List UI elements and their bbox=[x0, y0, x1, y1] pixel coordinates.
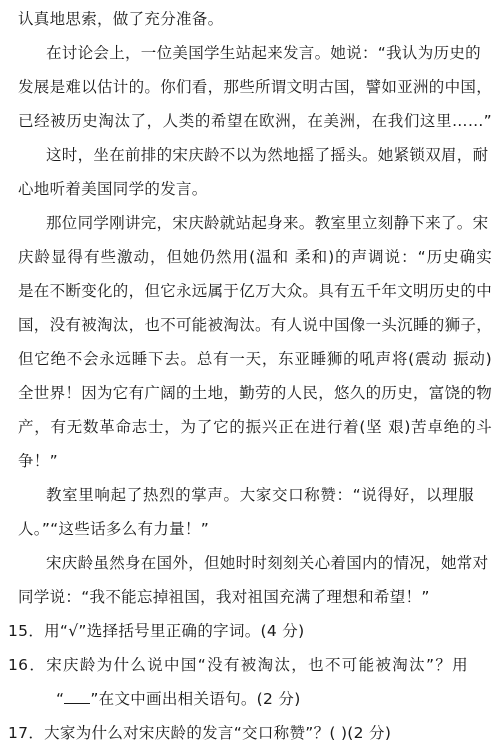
passage-line-7: 那位同学刚讲完，宋庆龄就站起身来。教室里立刻静下来了。宋 bbox=[46, 214, 489, 232]
passage-line-18: 同学说：“我不能忘掉祖国，我对祖国充满了理想和希望！” bbox=[18, 588, 430, 606]
passage-line-14: 争！” bbox=[18, 452, 58, 470]
passage-line-3: 发展是难以估计的。你们看，那些所谓文明古国，譬如亚洲的中国， bbox=[18, 78, 493, 96]
passage-line-15: 教室里响起了热烈的掌声。大家交口称赞：“说得好，以理服 bbox=[46, 486, 474, 504]
passage-line-10: 国，没有被淘汰，也不可能被淘汰。有人说中国像一头沉睡的狮子， bbox=[18, 316, 493, 334]
passage-line-6: 心地听着美国同学的发言。 bbox=[18, 180, 208, 198]
passage-line-16: 人。”“这些话多么有力量！” bbox=[18, 520, 210, 538]
question-15: 15．用“√”选择括号里正确的字词。(4 分) bbox=[8, 622, 305, 640]
passage-line-4: 已经被历史淘汰了，人类的希望在欧洲，在美洲，在我们这里……” bbox=[18, 112, 492, 130]
question-16-instruction: ”在文中画出相关语句。(2 分) bbox=[90, 690, 301, 708]
passage-line-8: 庆龄显得有些激动，但她仍然用(温和 柔和)的声调说：“历史确实 bbox=[18, 248, 492, 266]
passage-line-13: 产，有无数革命志士，为了它的振兴正在进行着(坚 艰)苦卓绝的斗 bbox=[18, 418, 492, 436]
question-17: 17．大家为什么对宋庆龄的发言“交口称赞”？( )(2 分) bbox=[8, 724, 392, 742]
passage-line-12: 全世界！因为它有广阔的土地，勤劳的人民，悠久的历史，富饶的物 bbox=[18, 384, 493, 402]
passage-line-5: 这时，坐在前排的宋庆龄不以为然地摇了摇头。她紧锁双眉，耐 bbox=[46, 146, 489, 164]
passage-line-1: 认真地思索，做了充分准备。 bbox=[18, 10, 224, 28]
question-16-open-quote: “ bbox=[56, 690, 65, 708]
question-16-line-2 bbox=[56, 688, 494, 710]
passage-line-9: 是在不断变化的，但它永远属于亿万大众。具有五千年文明历史的中 bbox=[18, 282, 493, 300]
question-16-line-1: 16．宋庆龄为什么说中国“没有被淘汰，也不可能被淘汰”？用 bbox=[8, 656, 468, 674]
passage-line-17: 宋庆龄虽然身在国外，但她时时刻刻关心着国内的情况，她常对 bbox=[46, 554, 489, 572]
passage-line-2: 在讨论会上，一位美国学生站起来发言。她说：“我认为历史的 bbox=[46, 44, 481, 62]
underline-mark-sample bbox=[64, 691, 90, 704]
passage-line-11: 但它绝不会永远睡下去。总有一天，东亚睡狮的吼声将(震动 振动) bbox=[18, 350, 492, 368]
